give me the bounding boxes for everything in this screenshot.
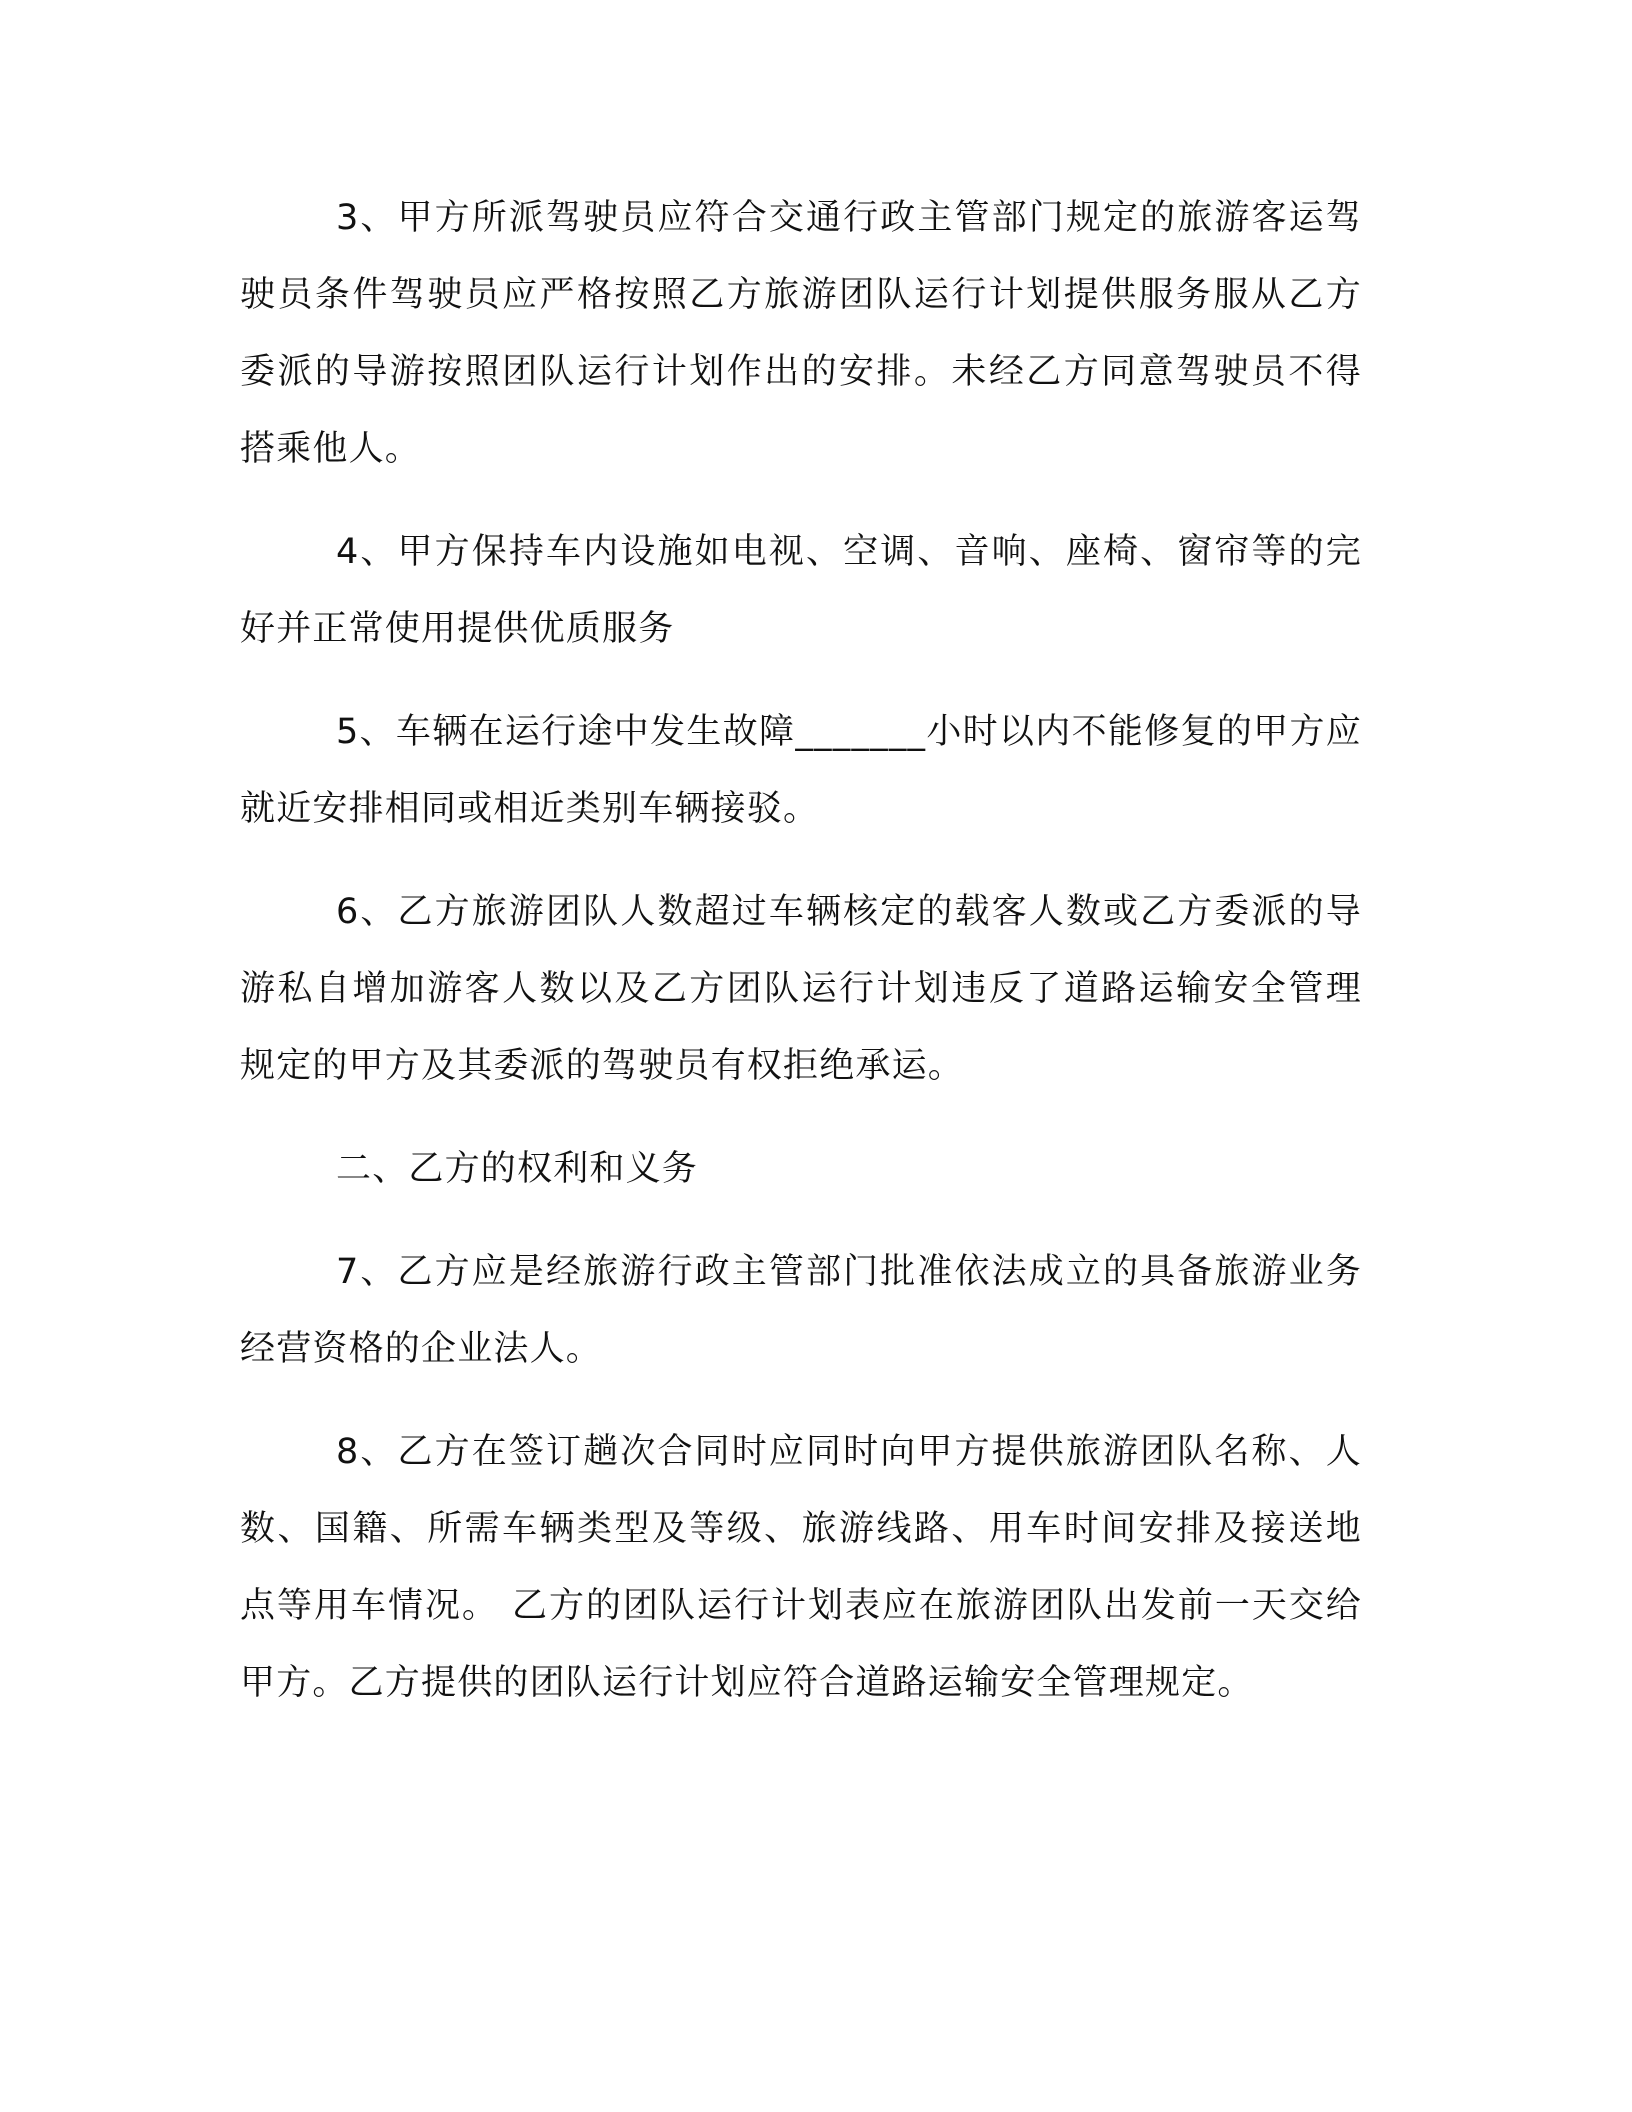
clause-7-paragraph: 7、乙方应是经旅游行政主管部门批准依法成立的具备旅游业务经营资格的企业法人。 — [240, 1252, 1362, 1369]
clause-3-paragraph: 3、甲方所派驾驶员应符合交通行政主管部门规定的旅游客运驾驶员条件驾驶员应严格按照乙方旅游团队运行计划提供服务服从乙方委派的导游按照团队运行计划作出的安排。未经乙方同意驾驶员不得搭乘他人。 — [240, 198, 1362, 469]
clause-6-paragraph: 6、乙方旅游团队人数超过车辆核定的载客人数或乙方委派的导游私自增加游客人数以及乙方团队运行计划违反了道路运输安全管理规定的甲方及其委派的驾驶员有权拒绝承运。 — [240, 892, 1362, 1086]
document-body — [240, 180, 1362, 1748]
clause-4-paragraph: 4、甲方保持车内设施如电视、空调、音响、座椅、窗帘等的完好并正常使用提供优质服务 — [240, 532, 1362, 649]
clause-8-paragraph: 8、乙方在签订趟次合同时应同时向甲方提供旅游团队名称、人数、国籍、所需车辆类型及等级、旅游线路、用车时间安排及接送地点等用车情况。 乙方的团队运行计划表应在旅游团队出发前一天交给甲方。乙方提供的团队运行计划应符合道路运输安全管理规定。 — [240, 1432, 1362, 1703]
clause-5-paragraph: 5、车辆在运行途中发生故障_______小时以内不能修复的甲方应就近安排相同或相近类别车辆接驳。 — [240, 712, 1362, 829]
section-heading: 二、乙方的权利和义务 — [336, 1149, 699, 1189]
